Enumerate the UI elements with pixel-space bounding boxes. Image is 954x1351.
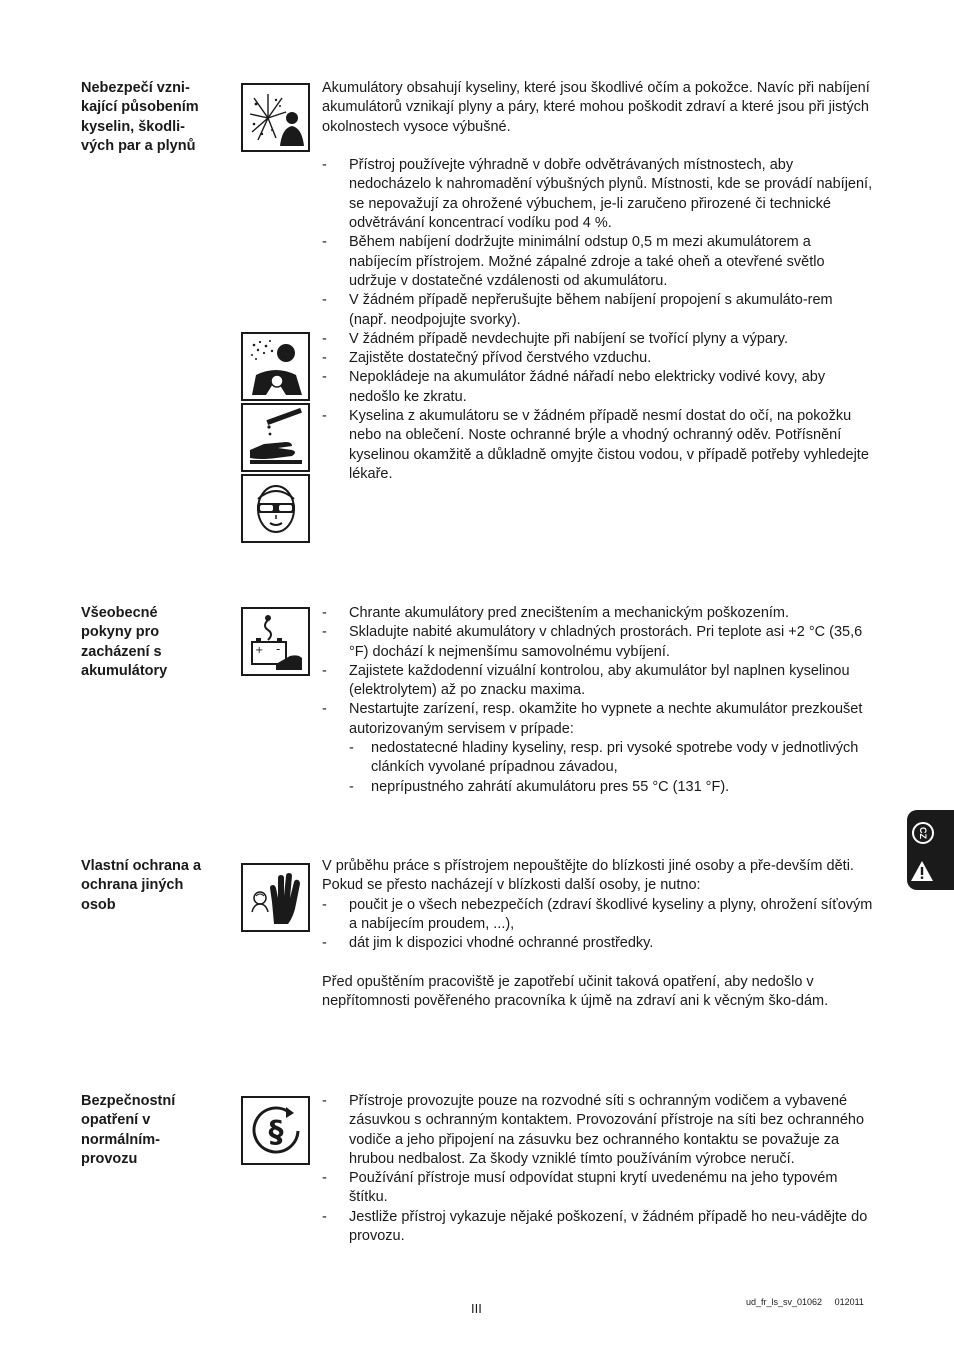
regulation-paragraph-icon <box>241 1096 310 1165</box>
svg-text:+: + <box>254 644 263 656</box>
page-number: III <box>471 1301 482 1316</box>
list-item: - Kyselina z akumulátoru se v žádném případě nesmí dostat do očí, na pokožku nebo na oblečení. Noste ochranné brýle a vhodný ochranný oděv. Potřísnění kyselinou okamžitě a důkladně omyjte čistou vodou, v případě potřeby vyhledejte lékaře. <box>322 407 874 484</box>
bullet-list <box>322 1092 874 1246</box>
list-item: - Během nabíjení dodržujte minimální odstup 0,5 m mezi akumulátorem a nabíjecím přístrojem. Možné zápalné zdroje a také oheň a otevřené světlo udržuje v dostatečné vzdálenosti od akumulátoru. <box>322 233 874 291</box>
intro-paragraph: Akumulátory obsahují kyseliny, které jsou škodlivé očím a pokožce. Navíc při nabíjení akumulátorů vznikají plyny a páry, které mohou poškodit zdraví a které jsou při jistých okolnostech vysoce výbušné. <box>322 80 870 135</box>
list-item: - Zajistete každodenní vizuální kontrolou, aby akumulátor byl naplnen kyselinou (elektrolytem) až po znacku maxima. <box>322 662 874 701</box>
list-item: - Jestliže přístroj vykazuje nějaké poškození, v žádném případě ho neu-vádějte do provozu. <box>322 1208 874 1247</box>
sub-list-item: - nedostatecné hladiny kyseliny, resp. pri vysoké spotrebe vody v jednotlivých clánkích vyvolané prípadnou závadou, <box>349 739 874 778</box>
section-heading: Vlastní ochrana a ochrana jiných osob <box>81 858 202 913</box>
section-body <box>322 79 874 484</box>
svg-text:§: § <box>268 1114 283 1150</box>
section-body <box>322 604 874 797</box>
warning-triangle-icon <box>910 860 934 882</box>
battery-care-icon <box>241 607 310 676</box>
list-item: - poučit je o všech nebezpečích (zdraví škodlivé kyseliny a plyny, ohrožení síťovým a nabíjecím proudem, ...), <box>322 896 874 935</box>
list-item: - Skladujte nabité akumulátory v chladných prostorách. Pri teplote asi +2 °C (35,6 °F) dochází k nejmenšímu samovolnému vybíjení. <box>322 623 874 662</box>
section-heading: Všeobecné pokyny pro zacházení s akumulátory <box>81 605 168 679</box>
toxic-gas-icon <box>241 332 310 401</box>
intro-paragraph: V průběhu práce s přístrojem nepouštějte do blízkosti jiné osoby a pře-devším děti. Pokud se přesto nacházejí v blízkosti další osoby, je nutno: <box>322 858 854 894</box>
sub-list-item: - neprípustného zahrátí akumulátoru pres 55 °C (131 °F). <box>349 778 874 797</box>
keep-away-hand-icon <box>241 863 310 932</box>
list-item: - V žádném případě nevdechujte při nabíjení se tvořící plyny a výpary. <box>322 330 874 349</box>
section-heading: Nebezpečí vzni- kající působením kyselin, škodli- vých par a plynů <box>81 80 199 154</box>
svg-text:-: - <box>275 641 280 656</box>
bullet-list <box>322 896 874 954</box>
sub-bullet-list <box>349 739 874 797</box>
list-item: - Přístroje provozujte pouze na rozvodné síti s ochranným vodičem a vybavené zásuvkou s ochranným kontaktem. Provozování přístroje na síti bez ochranného vodiče a jeho připojení na zásuvku bez ochranného kontaktu se považuje za hrubou nedbalost. Za škody vzniklé tímto používáním výrobce neručí. <box>322 1092 874 1169</box>
list-item: - Používání přístroje musí odpovídat stupni krytí uvedenému na jeho typovém štítku. <box>322 1169 874 1208</box>
list-item: - dát jim k dispozici vhodné ochranné prostředky. <box>322 934 874 953</box>
list-item: - Nestartujte zarízení, resp. okamžite ho vypnete a nechte akumulátor prezkoušet autorizovaným servisem v prípade: <box>322 700 874 739</box>
doc-code-date: 012011 <box>834 1297 864 1307</box>
outro-paragraph: Před opuštěním pracoviště je zapotřebí učinit taková opatření, aby nedošlo v nepřítomnosti pověřeného pracovníka k újmě na zdraví ani k věcným ško-dám. <box>322 973 829 1010</box>
section-heading: Bezpečnostní opatření v normálním- provozu <box>81 1093 176 1167</box>
section-body <box>322 857 874 1011</box>
section-body <box>322 1092 874 1246</box>
list-item: - Přístroj používejte výhradně v dobře odvětrávaných místnostech, aby nedocházelo k nahromadění výbušných plynů. Místnosti, kde se provádí nabíjení, se nepovažují za ohrožené výbuchem, je-li zaručeno přirozené či technické odvětrávání koncentrací vodíku pod 4 %. <box>322 156 874 233</box>
language-tab[interactable] <box>907 810 954 890</box>
list-item: - Zajistěte dostatečný přívod čerstvého vzduchu. <box>322 349 874 368</box>
explosion-hazard-icon <box>241 83 310 152</box>
language-code: CZ <box>912 822 934 844</box>
list-item: - V žádném případě nepřerušujte během nabíjení propojení s akumuláto-rem (např. neodpojujte svorky). <box>322 291 874 330</box>
document-code <box>746 1297 864 1307</box>
bullet-list <box>322 156 874 484</box>
safety-goggles-icon <box>241 474 310 543</box>
list-item: - Chrante akumulátory pred znecištením a mechanickým poškozením. <box>322 604 874 623</box>
doc-code-id: ud_fr_ls_sv_01062 <box>746 1297 823 1307</box>
corrosive-hand-icon <box>241 403 310 472</box>
list-item: - Nepokládeje na akumulátor žádné nářadí nebo elektricky vodivé kovy, aby nedošlo ke zkratu. <box>322 368 874 407</box>
bullet-list <box>322 604 874 739</box>
